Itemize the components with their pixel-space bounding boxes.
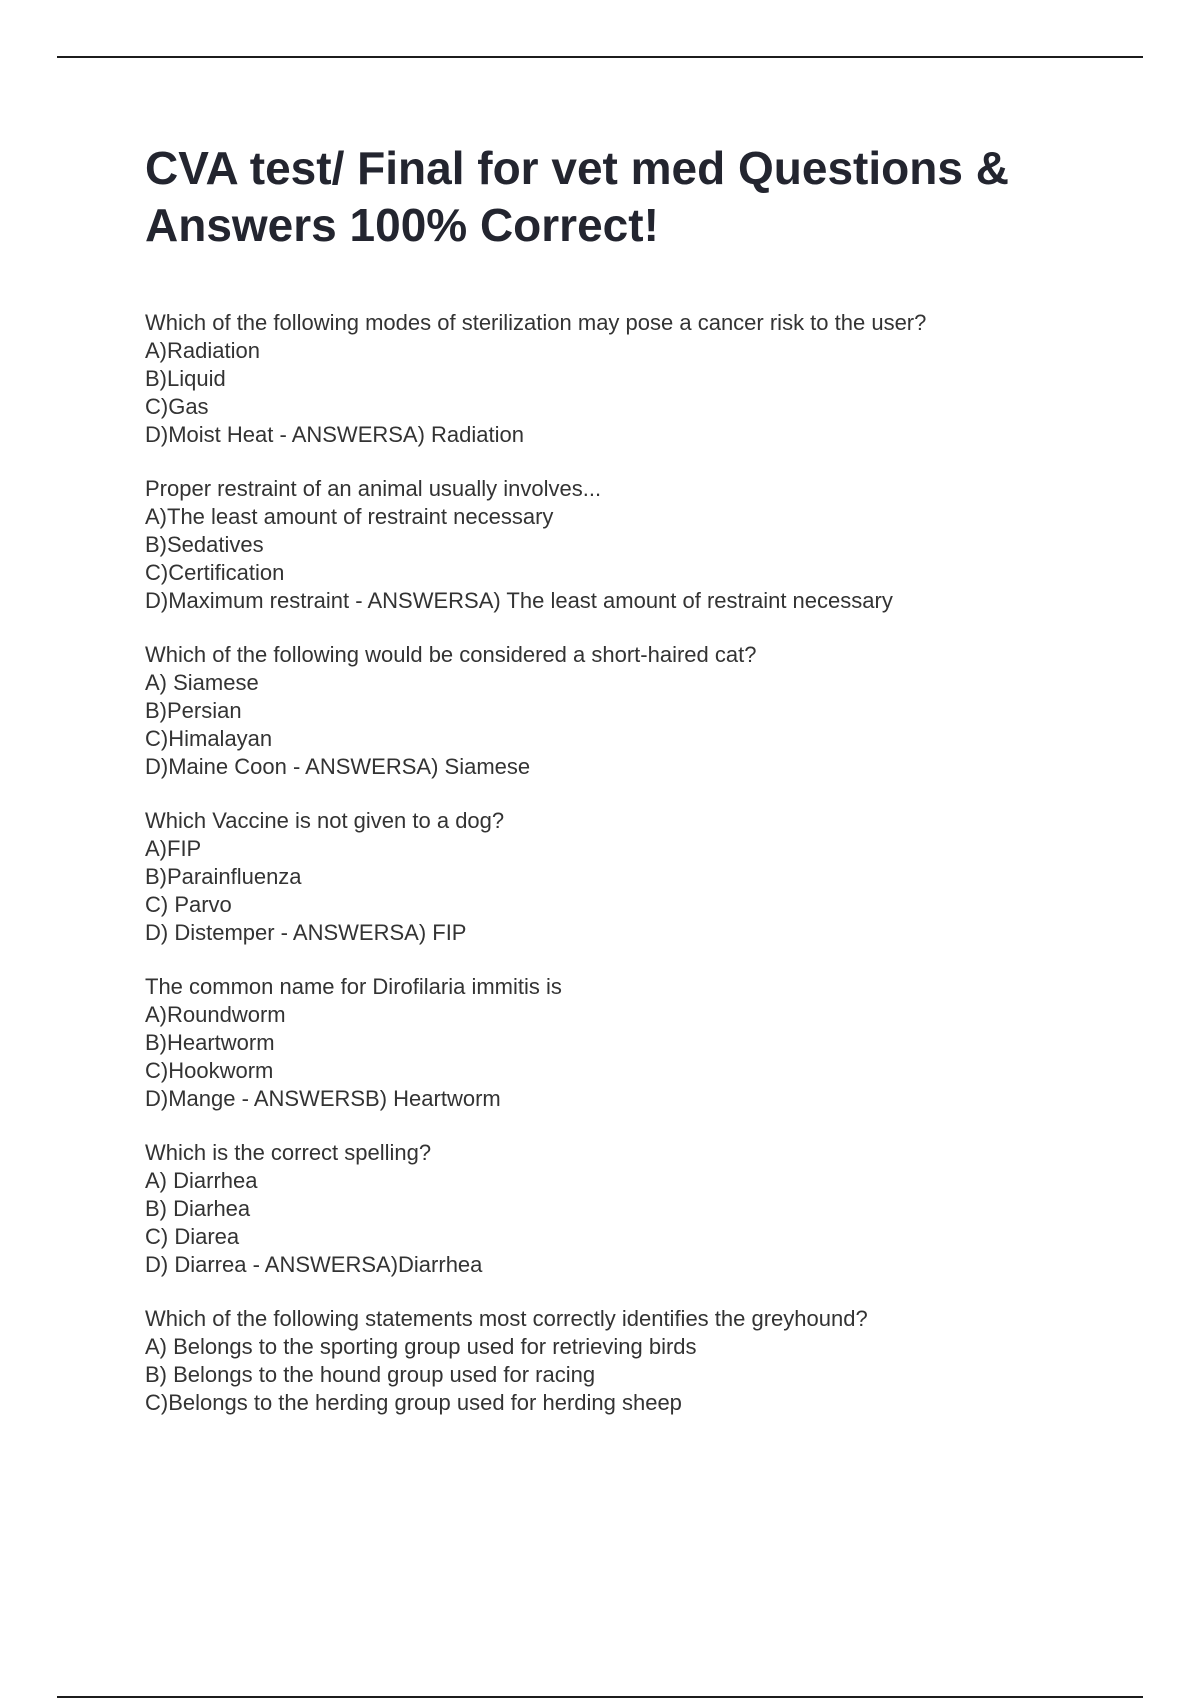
question-text: Proper restraint of an animal usually involves... xyxy=(145,476,602,501)
qa-item xyxy=(145,807,1105,947)
option-line: A) Belongs to the sporting group used for retrieving birds xyxy=(145,1334,697,1359)
option-line: A) Siamese xyxy=(145,670,259,695)
option-line: A)Roundworm xyxy=(145,1002,286,1027)
document-body xyxy=(145,140,1105,1443)
option-line: B) Belongs to the hound group used for racing xyxy=(145,1362,596,1387)
qa-item xyxy=(145,973,1105,1113)
qa-list xyxy=(145,309,1105,1417)
top-rule xyxy=(57,56,1143,58)
option-line: C)Certification xyxy=(145,560,285,585)
question-text: Which of the following modes of sterilization may pose a cancer risk to the user? xyxy=(145,310,927,335)
option-line: B)Liquid xyxy=(145,366,226,391)
option-line: B)Parainfluenza xyxy=(145,864,302,889)
option-line: B)Sedatives xyxy=(145,532,264,557)
option-line: C) Diarea xyxy=(145,1224,240,1249)
question-text: Which of the following would be considered a short-haired cat? xyxy=(145,642,757,667)
qa-item xyxy=(145,475,1105,615)
answer-line: D)Maximum restraint - ANSWERSA) The least amount of restraint necessary xyxy=(145,588,893,613)
option-line: A) Diarrhea xyxy=(145,1168,258,1193)
bottom-rule xyxy=(57,1696,1143,1698)
qa-item xyxy=(145,1139,1105,1279)
option-line: C)Belongs to the herding group used for herding sheep xyxy=(145,1390,682,1415)
answer-line: D)Maine Coon - ANSWERSA) Siamese xyxy=(145,754,531,779)
qa-item xyxy=(145,641,1105,781)
document-title: CVA test/ Final for vet med Questions & Answers 100% Correct! xyxy=(145,142,1009,251)
option-line: A)Radiation xyxy=(145,338,260,363)
option-line: A)FIP xyxy=(145,836,202,861)
qa-item xyxy=(145,309,1105,449)
option-line: B)Heartworm xyxy=(145,1030,275,1055)
option-line: B) Diarhea xyxy=(145,1196,251,1221)
answer-line: D) Diarrea - ANSWERSA)Diarrhea xyxy=(145,1252,483,1277)
question-text: The common name for Dirofilaria immitis is xyxy=(145,974,562,999)
answer-line: D) Distemper - ANSWERSA) FIP xyxy=(145,920,467,945)
option-line: C) Parvo xyxy=(145,892,232,917)
question-text: Which is the correct spelling? xyxy=(145,1140,432,1165)
question-text: Which Vaccine is not given to a dog? xyxy=(145,808,505,833)
qa-item xyxy=(145,1305,1105,1417)
option-line: A)The least amount of restraint necessary xyxy=(145,504,554,529)
option-line: C)Gas xyxy=(145,394,209,419)
answer-line: D)Mange - ANSWERSB) Heartworm xyxy=(145,1086,501,1111)
option-line: B)Persian xyxy=(145,698,242,723)
answer-line: D)Moist Heat - ANSWERSA) Radiation xyxy=(145,422,524,447)
option-line: C)Himalayan xyxy=(145,726,273,751)
question-text: Which of the following statements most correctly identifies the greyhound? xyxy=(145,1306,868,1331)
option-line: C)Hookworm xyxy=(145,1058,274,1083)
